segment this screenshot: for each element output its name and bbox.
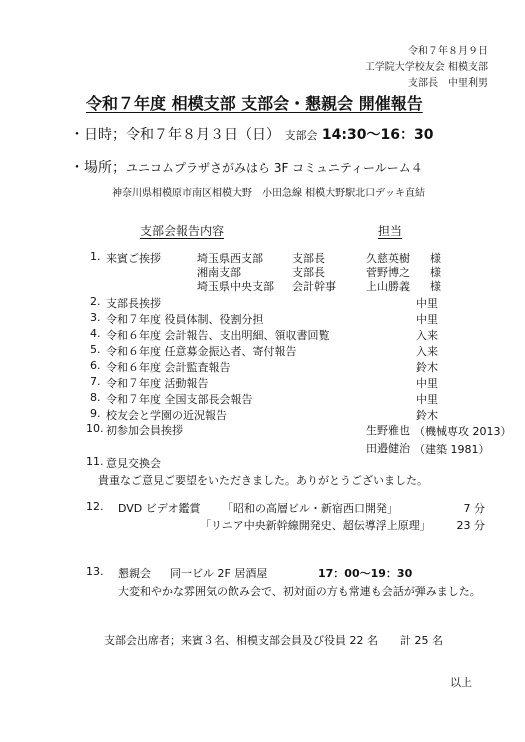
item-title: 令和６年度 会計報告、支出明細、領収書回覧 (106, 329, 330, 342)
party-place: 同一ビル 2F 居酒屋 (170, 567, 268, 580)
item-presenter: 中里 (416, 377, 438, 390)
venue-label: ・場所； (70, 160, 126, 176)
item-title: 令和７年度 役員体制、役割分担 (106, 313, 264, 326)
item-presenter: 入来 (416, 345, 438, 358)
datetime-line (70, 124, 433, 144)
item-number: 6. (90, 359, 101, 372)
guest-role: 支部長 (292, 266, 325, 279)
member-name: 田邉健治 (366, 442, 410, 455)
item-number: 10. (86, 422, 104, 435)
guest-branch: 湘南支部 (197, 266, 241, 279)
guest-branch: 埼玉県中央支部 (197, 280, 274, 293)
guest-name: 上山勝義 (366, 280, 410, 293)
item-presenter: 中里 (416, 393, 438, 406)
item-number: 1. (90, 250, 101, 263)
author: 支部長 中里利男 (408, 78, 488, 89)
item-title: 初参加会員挨拶 (106, 424, 183, 437)
video-duration: 23 分 (456, 519, 485, 532)
member-note: （建築 1981） (414, 443, 490, 456)
item-title: 意見交換会 (106, 457, 161, 470)
video-title: 「リニア中央新幹線開発史、超伝導浮上原理」 (200, 519, 431, 532)
item-number: 3. (90, 311, 101, 324)
item-presenter: 中里 (416, 297, 438, 310)
datetime-label: ・日時； (70, 127, 126, 143)
report-date: 令和７年８月９日 (408, 46, 488, 57)
item-number: 4. (90, 327, 101, 340)
item-title: 令和７年度 活動報告 (106, 377, 209, 390)
item-title: 校友会と学園の近況報告 (106, 409, 227, 422)
item-title: DVD ビデオ鑑賞 (118, 502, 201, 515)
item-title: 令和６年度 任意募金振込者、寄付報告 (106, 345, 297, 358)
closing-mark: 以上 (450, 676, 472, 689)
item-description: 大変和やかな雰囲気の飲み会で、初対面の方も常連も会話が弾みました。 (118, 585, 481, 598)
item-title: 令和７年度 全国支部長会報告 (106, 393, 253, 406)
venue-name: ユニコムプラザさがみはら 3F コミュニティールーム４ (126, 161, 423, 175)
guest-role: 支部長 (292, 252, 325, 265)
datetime-time: 14:30～16：30 (321, 127, 434, 143)
item-description: 貴重なご意見ご要望をいただきました。ありがとうございました。 (98, 474, 428, 487)
item-number: 7. (90, 375, 101, 388)
item-number: 2. (90, 295, 101, 308)
datetime-event: 支部会 (284, 129, 318, 142)
item-title: 懇親会 (118, 567, 151, 580)
party-time: 17：00～19：30 (318, 567, 413, 580)
item-presenter: 鈴木 (416, 361, 438, 374)
item-number: 12. (86, 500, 104, 513)
venue-line (70, 157, 423, 177)
guest-name: 久慈英樹 (366, 252, 410, 265)
item-title: 支部長挨拶 (106, 297, 161, 310)
datetime-date: 令和７年８月３日（日） (126, 127, 280, 143)
guest-role: 会計幹事 (292, 280, 336, 293)
guest-name: 菅野博之 (366, 266, 410, 279)
guest-honorific: 様 (430, 266, 441, 279)
item-number: 8. (90, 391, 101, 404)
video-title: 「昭和の高層ビル・新宿西口開発」 (222, 502, 398, 515)
item-title: 令和６年度 会計監査報告 (106, 361, 231, 374)
guest-branch: 埼玉県西支部 (197, 252, 263, 265)
item-number: 11. (86, 455, 104, 468)
video-duration: 7 分 (463, 502, 485, 515)
document-title: 令和７年度 相模支部 支部会・懇親会 開催報告 (86, 94, 423, 113)
item-number: 13. (86, 565, 104, 578)
item-presenter: 鈴木 (416, 409, 438, 422)
item-presenter: 入来 (416, 329, 438, 342)
venue-address: 神奈川県相模原市南区相模大野 小田急線 相模大野駅北口デッキ直結 (112, 188, 425, 199)
member-note: （機械専攻 2013） (414, 425, 512, 438)
guest-honorific: 様 (430, 280, 441, 293)
item-number: 9. (90, 407, 101, 420)
attendance-summary: 支部会出席者；来賓３名、相模支部会員及び役員 22 名 計 25 名 (104, 634, 443, 647)
guest-honorific: 様 (430, 252, 441, 265)
member-name: 生野雅也 (366, 424, 410, 437)
item-presenter: 中里 (416, 313, 438, 326)
item-number: 5. (90, 343, 101, 356)
report-content-header: 支部会報告内容 (140, 224, 225, 238)
organization: 工学院大学校友会 相模支部 (364, 62, 488, 73)
presenter-header: 担当 (378, 224, 403, 238)
item-title: 来賓ご挨拶 (106, 252, 161, 265)
